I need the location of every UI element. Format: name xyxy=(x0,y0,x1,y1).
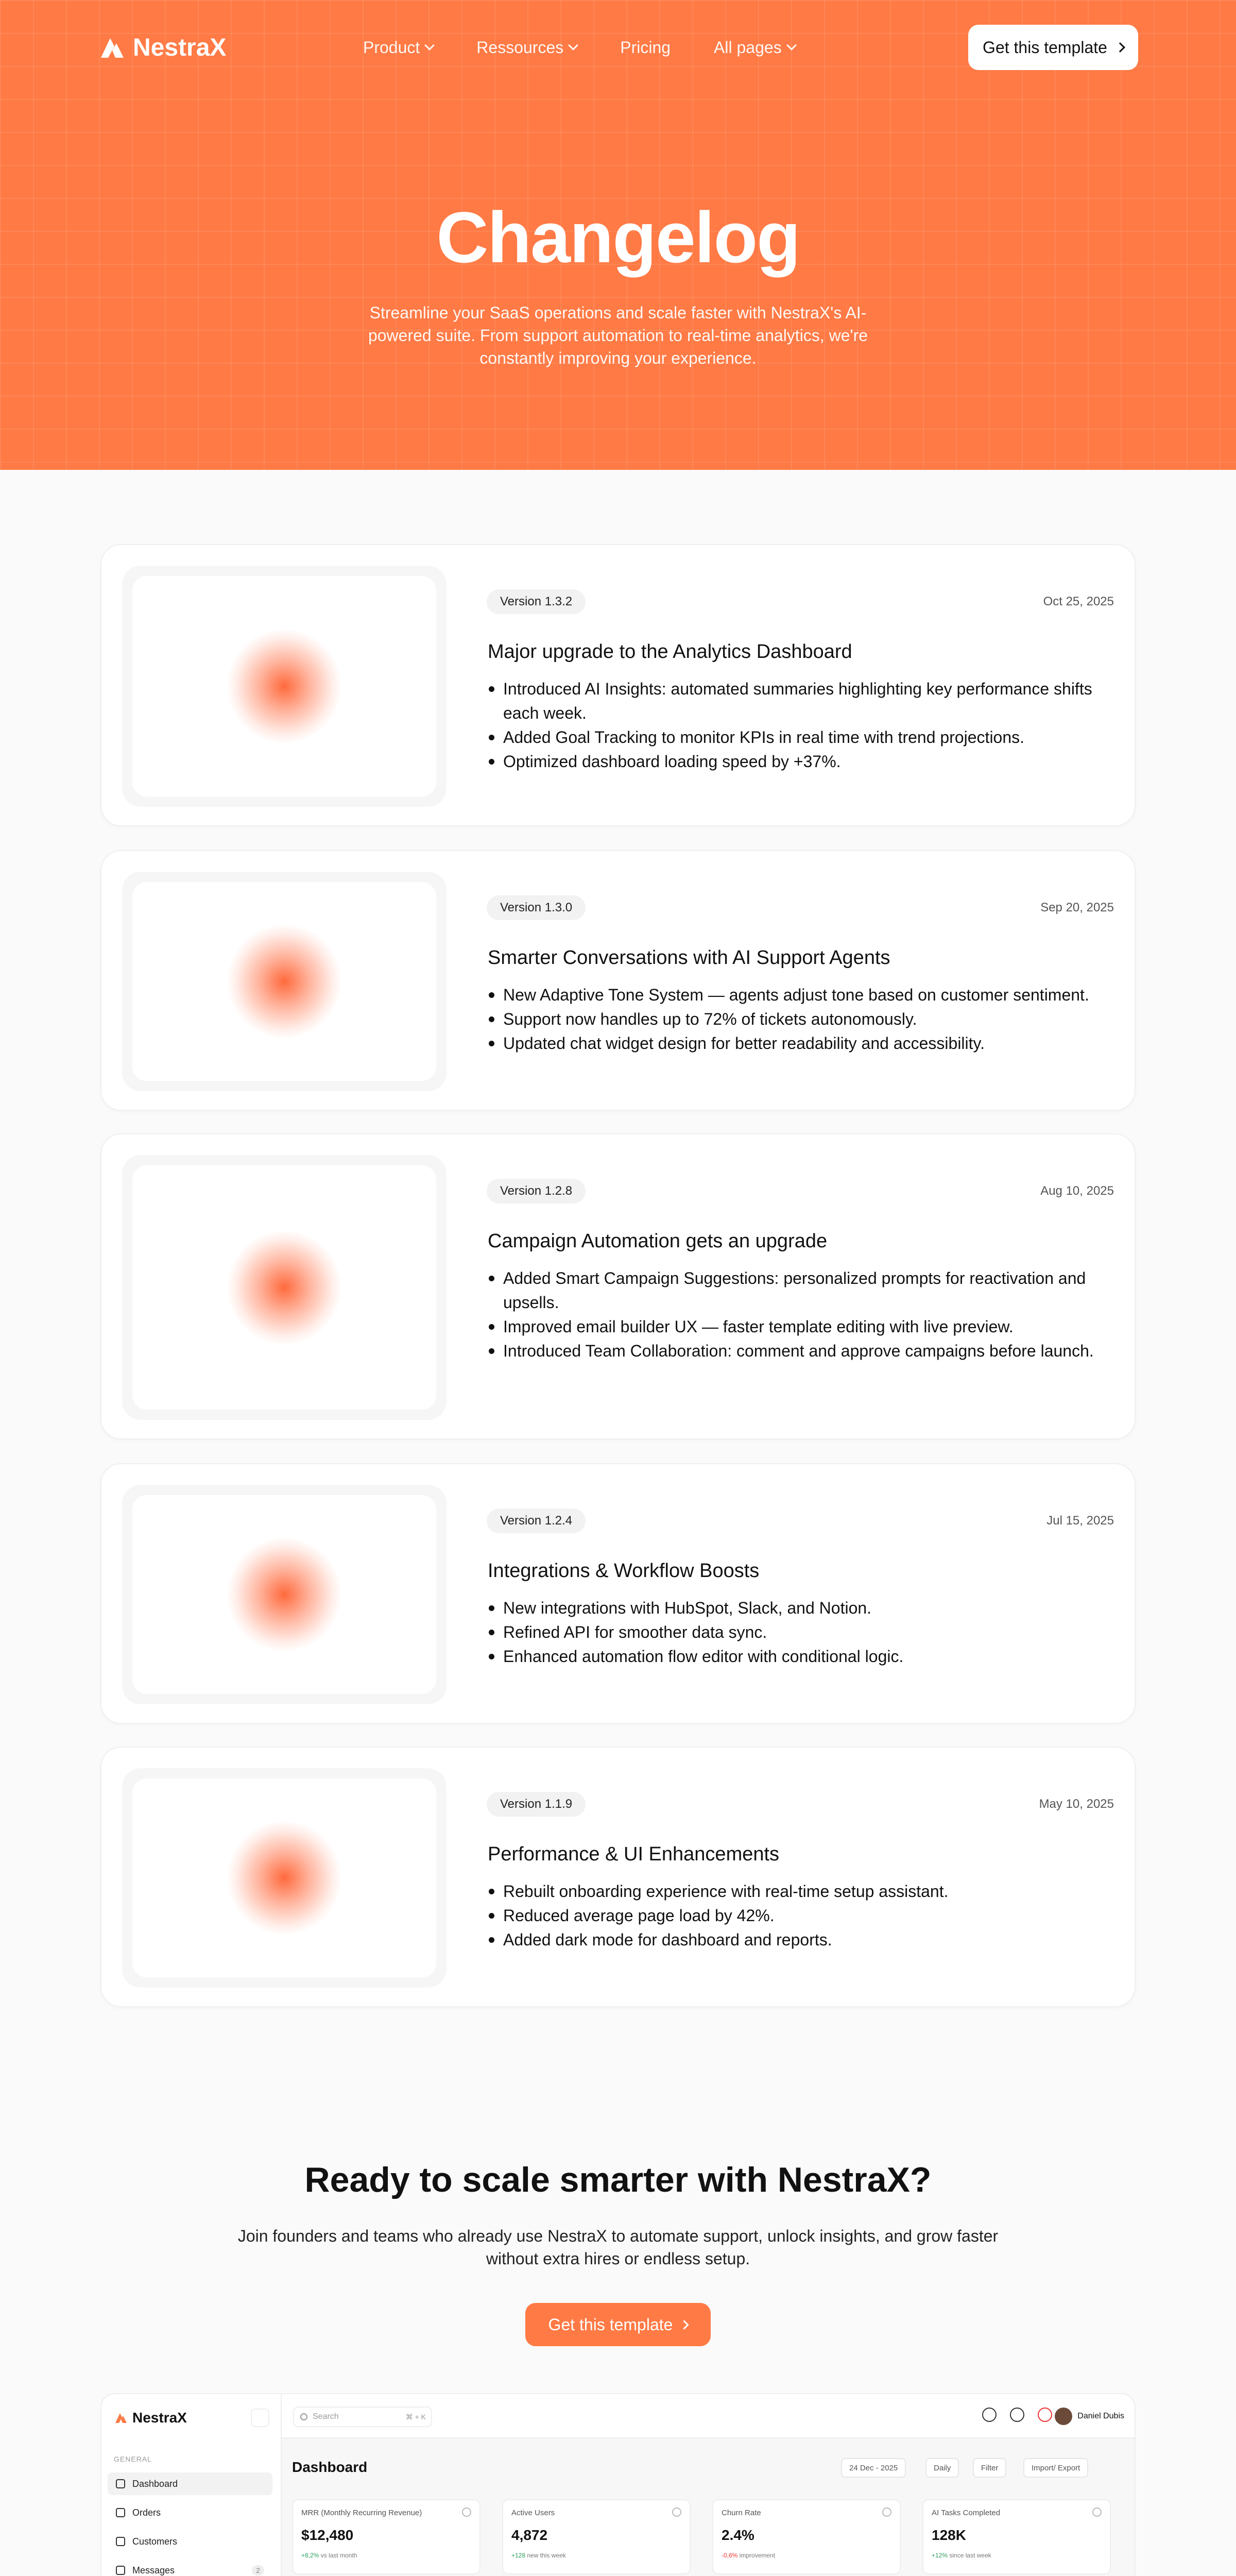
entry-image xyxy=(122,1768,447,1988)
kpi-value: 128K xyxy=(932,2527,966,2543)
dashboard-main xyxy=(282,2438,1135,2576)
get-template-nav-button[interactable] xyxy=(968,25,1138,70)
changelog-entry xyxy=(100,1747,1136,2007)
release-date: May 10, 2025 xyxy=(1039,1797,1114,1811)
cta-title: Ready to scale smarter with NestraX? xyxy=(304,2160,932,2199)
kpi-note: improvement xyxy=(739,2552,776,2559)
change-item: New Adaptive Tone System — agents adjust tone based on customer sentiment. xyxy=(488,983,1095,1007)
change-item: Refined API for smoother data sync. xyxy=(488,1620,1095,1645)
sidebar-item-label: Messages xyxy=(132,2565,175,2575)
change-list xyxy=(488,983,1095,1056)
entry-title: Performance & UI Enhancements xyxy=(488,1843,780,1865)
nestrax-logo-icon xyxy=(114,2411,128,2425)
search-shortcut: ⌘ + K xyxy=(405,2413,426,2421)
nav-all-pages[interactable] xyxy=(714,38,795,57)
kpi-value: $12,480 xyxy=(301,2527,354,2543)
info-icon xyxy=(462,2507,471,2517)
kpi-card xyxy=(292,2499,480,2574)
change-item: Reduced average page load by 42%. xyxy=(488,1904,1095,1928)
kpi-card xyxy=(922,2499,1111,2574)
change-item: Introduced AI Insights: automated summaries highlighting key performance shifts each week. xyxy=(488,677,1095,725)
kpi-delta-row xyxy=(722,2552,775,2559)
kpi-value: 2.4% xyxy=(722,2527,754,2543)
get-template-nav-label: Get this template xyxy=(983,38,1107,57)
dashboard-logo[interactable] xyxy=(114,2410,187,2426)
sparkle-icon[interactable] xyxy=(982,2408,997,2422)
release-date: Oct 25, 2025 xyxy=(1043,595,1114,608)
import-export-label: Import/ Export xyxy=(1032,2463,1080,2472)
nav-links xyxy=(363,25,795,70)
date-range-label: 24 Dec - 2025 xyxy=(849,2463,898,2472)
period-label: Daily xyxy=(934,2463,951,2472)
messages-icon xyxy=(116,2566,125,2575)
entry-image xyxy=(122,1155,447,1420)
dashboard-topbar xyxy=(282,2394,1135,2438)
kpi-note: vs last month xyxy=(320,2552,357,2559)
version-badge: Version 1.2.4 xyxy=(487,1509,586,1533)
avatar xyxy=(1055,2408,1072,2425)
kpi-delta-row xyxy=(511,2552,566,2559)
sidebar-item-label: Customers xyxy=(132,2536,178,2547)
kpi-label: Active Users xyxy=(511,2509,555,2517)
nav-ressources-label: Ressources xyxy=(476,38,564,57)
entry-title: Integrations & Workflow Boosts xyxy=(488,1560,760,1582)
change-item: Added Goal Tracking to monitor KPIs in real time with trend projections. xyxy=(488,725,1095,750)
brand-name: NestraX xyxy=(133,33,227,61)
nav-product[interactable] xyxy=(363,38,433,57)
kpi-label: Churn Rate xyxy=(722,2509,761,2517)
change-list xyxy=(488,1266,1095,1363)
import-export-button[interactable] xyxy=(1023,2458,1088,2478)
kpi-card xyxy=(712,2499,901,2574)
kpi-delta-row xyxy=(932,2552,991,2559)
hero-subtitle: Streamline your SaaS operations and scale faster with NestraX's AI-powered suite. From support automation to real-time analytics, we're constantly improving your experience. xyxy=(368,303,868,367)
dashboard-preview xyxy=(100,2393,1136,2576)
kpi-delta: +12% xyxy=(932,2552,948,2559)
top-nav xyxy=(98,25,1138,70)
sidebar-item-label: Orders xyxy=(132,2507,161,2518)
dashboard-icon xyxy=(116,2479,125,2488)
change-item: Added dark mode for dashboard and reports. xyxy=(488,1928,1095,1952)
kpi-label: AI Tasks Completed xyxy=(932,2509,1001,2517)
entry-image xyxy=(122,1485,447,1704)
nav-product-label: Product xyxy=(363,38,420,57)
kpi-card xyxy=(502,2499,691,2574)
kpi-label: MRR (Monthly Recurring Revenue) xyxy=(301,2509,422,2517)
dashboard-title: Dashboard xyxy=(292,2459,368,2475)
nav-ressources[interactable] xyxy=(476,38,577,57)
customers-icon xyxy=(116,2537,125,2546)
sidebar-item-dashboard[interactable] xyxy=(108,2472,272,2495)
get-template-label: Get this template xyxy=(548,2315,673,2334)
kpi-delta: -0,6% xyxy=(722,2552,738,2559)
filter-label: Filter xyxy=(981,2463,999,2472)
change-item: Optimized dashboard loading speed by +37%. xyxy=(488,750,1095,774)
version-badge: Version 1.3.2 xyxy=(487,589,586,614)
change-item: Rebuilt onboarding experience with real-time setup assistant. xyxy=(488,1879,1095,1904)
version-badge: Version 1.2.8 xyxy=(487,1179,586,1204)
chevron-right-icon xyxy=(680,2320,689,2329)
get-template-button[interactable] xyxy=(525,2303,711,2346)
info-icon xyxy=(672,2507,681,2517)
change-item: Updated chat widget design for better readability and accessibility. xyxy=(488,1031,1095,1056)
dashboard-sidebar xyxy=(101,2394,282,2576)
orders-icon xyxy=(116,2508,125,2517)
change-item: Enhanced automation flow editor with conditional logic. xyxy=(488,1645,1095,1669)
change-item: Support now handles up to 72% of tickets autonomously. xyxy=(488,1007,1095,1031)
chevron-down-icon xyxy=(424,40,435,50)
search-placeholder: Search xyxy=(313,2412,339,2421)
release-date: Sep 20, 2025 xyxy=(1040,901,1114,914)
change-item: Added Smart Campaign Suggestions: personalized prompts for reactivation and upsells. xyxy=(488,1266,1095,1315)
entry-image xyxy=(122,872,447,1091)
entry-title: Major upgrade to the Analytics Dashboard xyxy=(488,641,852,663)
change-item: New integrations with HubSpot, Slack, and Notion. xyxy=(488,1596,1095,1620)
chevron-right-icon xyxy=(1115,42,1125,53)
change-item: Introduced Team Collaboration: comment and approve campaigns before launch. xyxy=(488,1339,1095,1363)
chevron-down-icon xyxy=(786,40,797,50)
nav-all-pages-label: All pages xyxy=(714,38,782,57)
period-select[interactable] xyxy=(925,2458,959,2478)
search-input[interactable] xyxy=(293,2406,432,2427)
glow-graphic xyxy=(228,1231,341,1344)
change-list xyxy=(488,677,1095,774)
kpi-note: new this week xyxy=(527,2552,566,2559)
change-item: Improved email builder UX — faster template editing with live preview. xyxy=(488,1315,1095,1339)
info-icon xyxy=(882,2507,891,2517)
change-list xyxy=(488,1879,1095,1952)
date-range-select[interactable] xyxy=(841,2458,906,2478)
nav-pricing-label: Pricing xyxy=(620,38,671,57)
sidebar-item-customers[interactable] xyxy=(108,2530,272,2553)
dashboard-logo-text: NestraX xyxy=(132,2410,187,2426)
release-date: Aug 10, 2025 xyxy=(1040,1184,1114,1198)
entry-image xyxy=(122,566,447,807)
bell-icon[interactable] xyxy=(1038,2408,1052,2422)
user-menu[interactable] xyxy=(1055,2408,1124,2425)
release-date: Jul 15, 2025 xyxy=(1046,1514,1114,1528)
sidebar-item-messages[interactable] xyxy=(108,2559,272,2576)
change-list xyxy=(488,1596,1095,1669)
glow-graphic xyxy=(228,925,341,1038)
kpi-note: since last week xyxy=(949,2552,991,2559)
kpi-delta-row xyxy=(301,2552,357,2559)
glow-graphic xyxy=(228,630,341,743)
sidebar-item-label: Dashboard xyxy=(132,2478,178,2489)
brand-logo[interactable] xyxy=(98,29,226,66)
entry-title: Smarter Conversations with AI Support Agents xyxy=(488,947,890,969)
version-badge: Version 1.3.0 xyxy=(487,895,586,920)
nav-pricing[interactable] xyxy=(620,38,671,57)
changelog-entry xyxy=(100,850,1136,1111)
help-icon[interactable] xyxy=(1010,2408,1024,2422)
kpi-value: 4,872 xyxy=(511,2527,548,2543)
nestrax-logo-icon xyxy=(98,33,127,62)
info-icon xyxy=(1092,2507,1102,2517)
entry-title: Campaign Automation gets an upgrade xyxy=(488,1230,828,1252)
cta-text: Join founders and teams who already use NestraX to automate support, unlock insights, and grow faster without extra hires or endless setup. xyxy=(237,2227,999,2268)
kpi-delta: +128 xyxy=(511,2552,526,2559)
chevron-down-icon xyxy=(568,40,578,50)
page-title: Changelog xyxy=(436,197,800,278)
changelog-entry xyxy=(100,1463,1136,1724)
sidebar-section-label: GENERAL xyxy=(114,2455,152,2463)
glow-graphic xyxy=(228,1821,341,1935)
topbar-icons xyxy=(982,2408,1052,2422)
sidebar-collapse-button[interactable] xyxy=(251,2409,269,2427)
version-badge: Version 1.1.9 xyxy=(487,1792,586,1817)
glow-graphic xyxy=(228,1538,341,1651)
filter-button[interactable] xyxy=(973,2458,1006,2478)
messages-count: 2 xyxy=(252,2565,264,2575)
user-name: Daniel Dubis xyxy=(1077,2412,1124,2420)
changelog-entry xyxy=(100,544,1136,826)
sidebar-item-orders[interactable] xyxy=(108,2501,272,2524)
kpi-delta: +8,2% xyxy=(301,2552,319,2559)
hero-section xyxy=(0,0,1236,470)
changelog-entry xyxy=(100,1133,1136,1439)
